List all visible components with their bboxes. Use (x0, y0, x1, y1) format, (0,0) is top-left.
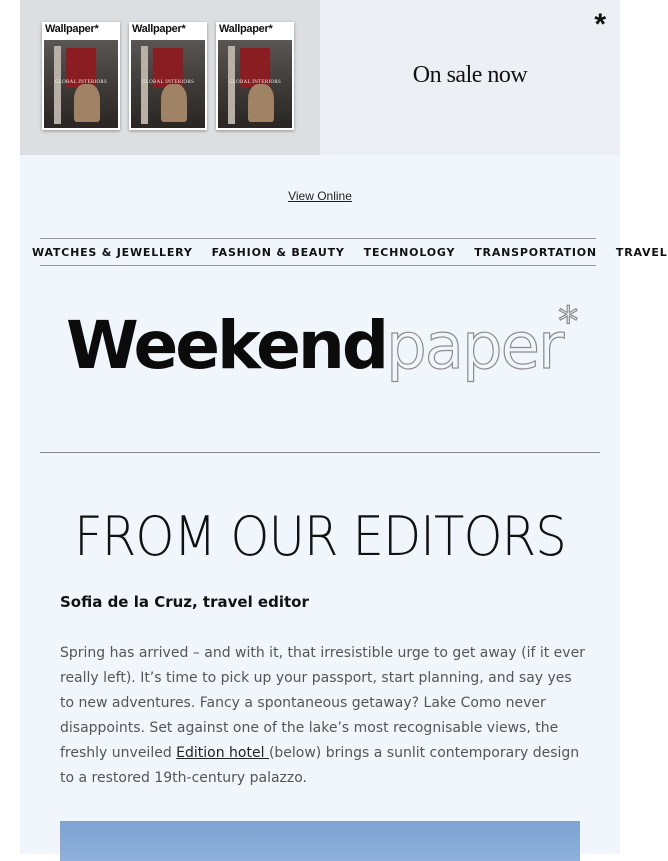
on-sale-panel[interactable] (320, 0, 620, 155)
magazine-cover[interactable] (42, 22, 120, 130)
nav-item-watches-jewellery[interactable]: WATCHES & JEWELLERY (32, 245, 193, 259)
hero-image[interactable] (60, 821, 580, 861)
weekendpaper-logo[interactable] (66, 299, 579, 384)
cover-image (44, 40, 118, 128)
cover-caption: GLOBAL INTERIORS (54, 80, 108, 85)
category-nav (32, 238, 668, 266)
cover-brand: Wallpaper* (45, 23, 99, 35)
magazine-covers-panel[interactable] (20, 0, 320, 155)
cover-brand: Wallpaper* (132, 23, 186, 35)
divider (40, 452, 600, 453)
logo-bold-text: Weekend (66, 307, 387, 384)
on-sale-text: On sale now (412, 62, 528, 88)
view-online-link[interactable]: View Online (288, 189, 352, 203)
nav-item-transportation[interactable]: TRANSPORTATION (474, 245, 597, 259)
nav-item-travel[interactable]: TRAVEL (615, 245, 668, 259)
editorial-paragraph (60, 641, 590, 791)
cover-caption: GLOBAL INTERIORS (141, 80, 195, 85)
author-byline: Sofia de la Cruz, travel editor (60, 593, 309, 611)
logo-asterisk-icon: * (558, 299, 579, 345)
edition-hotel-link[interactable]: Edition hotel (176, 745, 269, 761)
cover-image (131, 40, 205, 128)
magazine-banner[interactable] (20, 0, 620, 155)
nav-item-technology[interactable]: TECHNOLOGY (363, 245, 456, 259)
nav-item-fashion-beauty[interactable]: FASHION & BEAUTY (211, 245, 345, 259)
logo-outline-text: paper (386, 310, 563, 384)
section-title: FROM OUR EDITORS (74, 505, 566, 568)
newsletter-body (20, 155, 668, 854)
magazine-cover[interactable] (216, 22, 294, 130)
cover-image (218, 40, 292, 128)
asterisk-icon: * (594, 8, 606, 41)
cover-caption: GLOBAL INTERIORS (228, 80, 282, 85)
cover-brand: Wallpaper* (219, 23, 273, 35)
view-online-container (20, 189, 620, 203)
paragraph-text: Spring has arrived – and with it, that irresistible urge to get away (if it ever really left). It’s time to pick up your passport, start planning, and say yes to new adventures. Fancy a spontaneous getaway? Lake Como never disappoints. Set against one of the lake’s most recognisable views, the freshly unveiled (60, 645, 585, 761)
paragraph-text: (below) brings a sunlit contemporary design to a restored 19th-century palazzo. (60, 745, 580, 786)
magazine-cover[interactable] (129, 22, 207, 130)
